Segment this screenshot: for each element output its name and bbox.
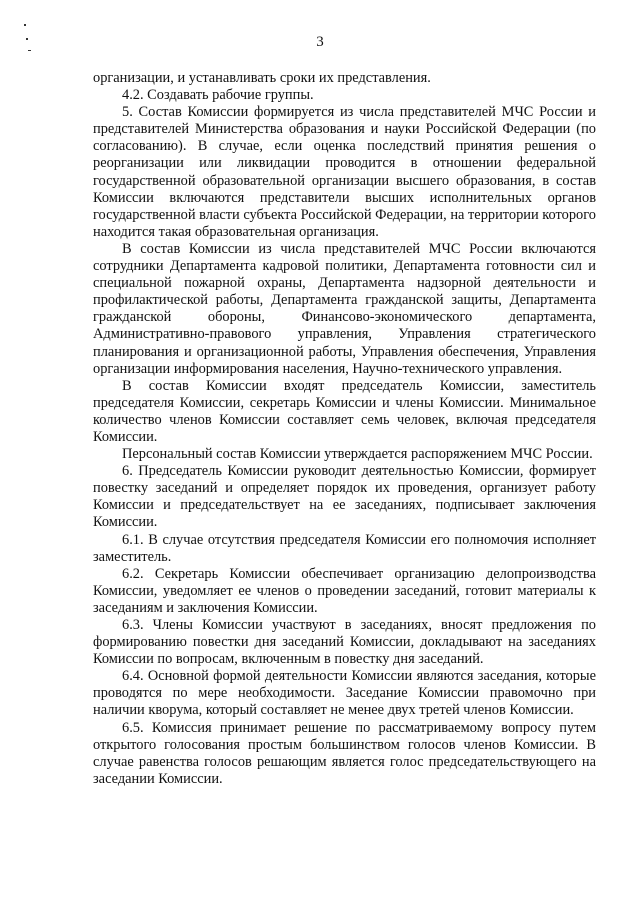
paragraph: организации, и устанавливать сроки их представления. xyxy=(93,70,431,86)
paragraph: Персональный состав Комиссии утверждается распоряжением МЧС России. xyxy=(122,446,593,463)
paragraph: 6.2. Секретарь Комиссии обеспечивает организацию делопроизводства Комиссии, уведомляет ее членов о проведении заседаний, готовит материалы к заседаниям и заключения Комиссии. xyxy=(93,565,596,616)
scan-mark xyxy=(24,24,26,26)
paragraph: 6.3. Члены Комиссии участвуют в заседаниях, вносят предложения по формированию повестки дня заседаний Комиссии, докладывают на заседаниях Комиссии по вопросам, включенным в повестку дня заседаний. xyxy=(93,617,596,668)
document-body xyxy=(93,70,596,788)
scan-mark xyxy=(28,50,31,51)
paragraph: 6.5. Комиссия принимает решение по рассматриваемому вопросу путем открытого голосования простым большинством голосов членов Комиссии. В случае равенства голосов решающим является голос председательствующего на заседании Комиссии. xyxy=(93,719,596,787)
paragraph: 6.1. В случае отсутствия председателя Комиссии его полномочия исполняет заместитель. xyxy=(93,531,596,565)
paragraph: В состав Комиссии входят председатель Комиссии, заместитель председателя Комиссии, секретарь Комиссии и члены Комиссии. Минимальное количество членов Комиссии составляет семь человек, включая председателя Комиссии. xyxy=(93,377,596,445)
paragraph: В состав Комиссии из числа представителей МЧС России включаются сотрудники Департамента кадровой политики, Департамента готовности сил и специальной пожарной охраны, Департамента надзорной деятельности и профилактической работы, Департамента гражданской защиты, Департамента гражданской обороны, Финансово-экономического департамента, Административно-правового управления, Управления стратегического планирования и организационной работы, Управления обеспечения, Управления организации информирования населения, Научно-технического управления. xyxy=(93,240,596,377)
paragraph: 6. Председатель Комиссии руководит деятельностью Комиссии, формирует повестку заседаний и определяет порядок их проведения, организует работу Комиссии и председательствует на ее заседаниях, подписывает заключения Комиссии. xyxy=(93,463,596,531)
paragraph: 5. Состав Комиссии формируется из числа представителей МЧС России и представителей Министерства образования и науки Российской Федерации (по согласованию). В случае, если оценка последствий принятия решения о реорганизации или ликвидации проводится в отношении федеральной государственной образовательной организации высшего образования, в состав Комиссии включаются представители высших исполнительных органов государственной власти субъекта Российской Федерации, на территории которого находится такая образовательная организация. xyxy=(93,104,596,240)
page-number: 3 xyxy=(316,34,324,50)
paragraph: 4.2. Создавать рабочие группы. xyxy=(122,87,314,104)
paragraph: 6.4. Основной формой деятельности Комиссии являются заседания, которые проводятся по мере необходимости. Заседание Комиссии правомочно при наличии кворума, который составляет не менее двух третей членов Комиссии. xyxy=(93,668,596,719)
